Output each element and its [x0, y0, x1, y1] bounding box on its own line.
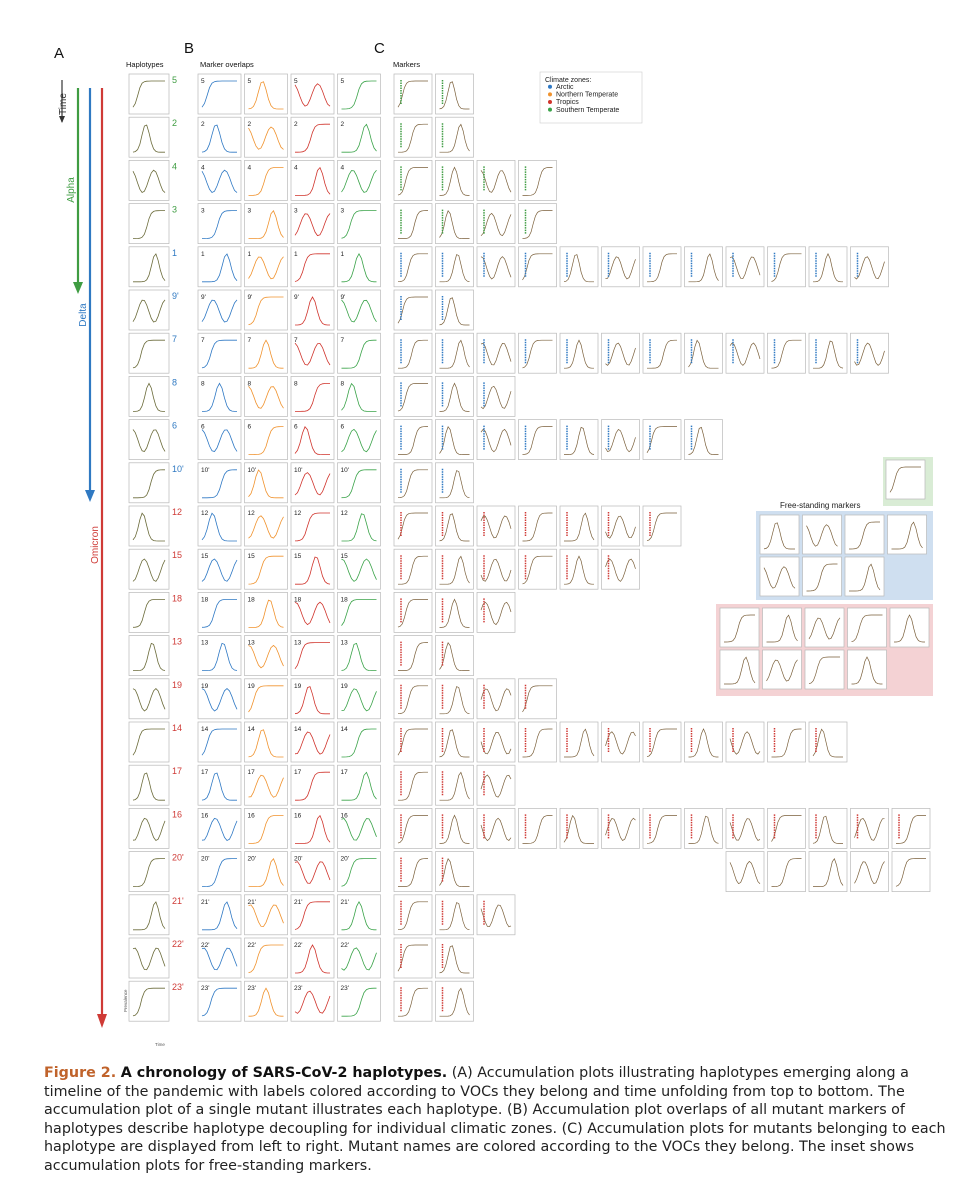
overlap-label-7-1: 8	[247, 380, 252, 388]
marker-plot-15-9	[768, 722, 806, 762]
overlap-label-12-1: 18	[247, 596, 255, 604]
marker-plot-4-4	[560, 247, 598, 287]
legend-marker-2	[548, 100, 552, 104]
haplotype-plot-12	[129, 592, 169, 632]
marker-plot-6-1	[436, 333, 474, 373]
caption-title: A chronology of SARS-CoV-2 haplotypes.	[120, 1065, 448, 1081]
haplotype-label-11: 15	[172, 550, 183, 561]
haplotypes-header: Haplotypes	[126, 60, 164, 69]
marker-plot-15-3	[519, 722, 557, 762]
marker-plot-13-1	[436, 636, 474, 676]
overlap-label-3-3: 3	[340, 207, 345, 215]
overlap-label-1-0: 2	[201, 121, 205, 129]
haplotype-label-20: 22'	[172, 939, 184, 949]
free-plot-4-3	[848, 650, 887, 689]
marker-plot-6-2	[477, 333, 515, 373]
legend-marker-0	[548, 85, 552, 89]
marker-plot-10-0	[394, 506, 432, 546]
overlap-label-16-1: 17	[247, 769, 255, 777]
haplotype-plot-13	[129, 636, 169, 676]
marker-plot-2-3	[519, 160, 557, 200]
marker-plot-20-1	[436, 938, 474, 978]
haplotype-plot-10	[129, 506, 169, 546]
marker-plot-4-5	[602, 247, 640, 287]
marker-plot-14-0	[394, 679, 432, 719]
legend-title: Climate zones:	[545, 77, 592, 84]
haplotype-plot-11	[129, 549, 169, 589]
overlap-label-2-2: 4	[294, 164, 298, 172]
haplotype-plot-18	[129, 852, 169, 892]
overlap-label-5-1: 9'	[247, 294, 253, 301]
overlap-label-18-1: 20'	[247, 855, 256, 863]
overlap-label-4-0: 1	[201, 250, 205, 258]
overlap-label-2-3: 4	[340, 164, 345, 172]
timeline	[58, 80, 107, 1028]
overlap-label-0-3: 5	[340, 78, 345, 85]
marker-plot-8-3	[519, 420, 557, 460]
overlap-label-14-2: 19	[294, 682, 302, 690]
overlap-label-4-3: 1	[340, 250, 345, 258]
overlap-label-12-3: 18	[340, 596, 348, 604]
caption-label: Figure 2.	[44, 1065, 117, 1081]
haplotype-plot-9	[129, 463, 169, 503]
overlap-label-3-2: 3	[294, 207, 298, 215]
marker-plot-9-1	[436, 463, 474, 503]
overlap-label-4-2: 1	[294, 250, 298, 258]
marker-plot-3-0	[394, 204, 432, 244]
haplotype-plot-1	[129, 117, 169, 157]
marker-plot-6-0	[394, 333, 432, 373]
overlap-label-15-3: 14	[340, 726, 348, 733]
haplotype-label-4: 1	[172, 247, 178, 258]
marker-plot-21-0	[394, 981, 432, 1021]
marker-plot-0-0	[394, 74, 432, 114]
overlap-label-1-2: 2	[294, 121, 298, 129]
free-plot-4-1	[763, 650, 802, 689]
overlap-label-0-0: 5	[201, 78, 205, 85]
overlap-label-13-3: 13	[340, 639, 348, 647]
overlap-label-14-1: 19	[247, 682, 255, 690]
marker-plot-15-2	[477, 722, 515, 762]
marker-plot-8-0	[394, 420, 432, 460]
marker-plot-14-3	[519, 679, 557, 719]
legend-label-2: Tropics	[556, 99, 579, 107]
marker-plot-18-0	[394, 852, 432, 892]
free-standing-title: Free-standing markers	[780, 501, 861, 510]
marker-plot-2-2	[477, 160, 515, 200]
overlap-label-19-3: 21'	[340, 898, 349, 906]
marker-plot-17-3	[519, 808, 557, 848]
marker-plot-6-7	[685, 333, 723, 373]
marker-plot-12-2	[477, 592, 515, 632]
marker-plot-6-6	[643, 333, 681, 373]
haplotype-plot-4	[129, 247, 169, 287]
haplotype-label-17: 16	[172, 809, 183, 820]
time-arrow-head	[59, 116, 65, 123]
marker-plot-6-4	[560, 333, 598, 373]
marker-plot-8-1	[436, 420, 474, 460]
panel-a-label: A	[54, 45, 65, 62]
marker-plot-16-2	[477, 765, 515, 805]
overlap-label-10-2: 12	[294, 510, 302, 517]
free-plot-1-1	[803, 515, 842, 554]
overlap-label-13-1: 13	[247, 639, 255, 647]
overlap-label-17-3: 16	[340, 812, 348, 820]
marker-plot-3-1	[436, 204, 474, 244]
haplotype-label-8: 6	[172, 420, 178, 431]
marker-plot-17-4	[560, 808, 598, 848]
haplotype-label-13: 13	[172, 636, 183, 647]
haplotype-label-14: 19	[172, 679, 183, 690]
overlap-label-17-1: 16	[247, 812, 255, 820]
legend-label-3: Southern Temperate	[556, 106, 620, 114]
x-axis-label: Time	[155, 1042, 165, 1047]
marker-plot-6-10	[809, 333, 847, 373]
marker-plot-2-1	[436, 160, 474, 200]
marker-plot-10-3	[519, 506, 557, 546]
overlap-label-6-2: 7	[294, 337, 298, 345]
free-plot-3-0	[720, 608, 759, 647]
overlap-label-9-2: 10'	[294, 466, 303, 474]
haplotype-plot-16	[129, 765, 169, 805]
overlap-label-0-1: 5	[247, 78, 252, 85]
haplotype-plot-14	[129, 679, 169, 719]
marker-overlaps-header: Marker overlaps	[200, 60, 254, 69]
haplotype-plot-15	[129, 722, 169, 762]
overlap-label-18-3: 20'	[340, 855, 349, 863]
free-plot-1-2	[845, 515, 884, 554]
overlap-label-20-3: 22'	[340, 942, 349, 949]
haplotype-label-19: 21'	[172, 895, 184, 906]
overlap-label-18-2: 20'	[294, 855, 303, 863]
haplotype-label-18: 20'	[172, 852, 184, 863]
overlap-label-15-1: 14	[247, 726, 255, 733]
overlap-label-8-3: 6	[340, 423, 345, 431]
free-plot-3-4	[890, 608, 929, 647]
extra-plot-2	[809, 852, 847, 892]
marker-plot-18-1	[436, 852, 474, 892]
overlap-label-17-2: 16	[294, 812, 302, 820]
marker-plot-17-11	[851, 808, 889, 848]
marker-plot-21-1	[436, 981, 474, 1021]
free-plot-3-1	[763, 608, 802, 647]
marker-plot-17-5	[602, 808, 640, 848]
overlap-label-20-0: 22'	[201, 942, 210, 949]
marker-plot-17-12	[892, 808, 930, 848]
overlap-label-2-0: 4	[201, 164, 205, 172]
marker-plot-19-0	[394, 895, 432, 935]
markers-header: Markers	[393, 60, 421, 69]
overlap-label-19-0: 21'	[201, 898, 210, 906]
marker-plot-12-1	[436, 592, 474, 632]
free-plot-3-2	[805, 608, 844, 647]
overlap-label-16-3: 17	[340, 769, 348, 777]
overlap-label-7-3: 8	[340, 380, 345, 388]
marker-plot-8-4	[560, 420, 598, 460]
extra-plot-1	[768, 852, 806, 892]
alpha-arrow-head	[73, 282, 83, 294]
delta-label: Delta	[78, 303, 89, 327]
overlap-label-5-3: 9'	[340, 294, 346, 301]
marker-plot-10-2	[477, 506, 515, 546]
free-plot-0-0	[886, 460, 925, 499]
overlap-label-3-1: 3	[247, 207, 252, 215]
marker-plot-16-1	[436, 765, 474, 805]
marker-plot-10-1	[436, 506, 474, 546]
marker-plot-17-10	[809, 808, 847, 848]
marker-plot-13-0	[394, 636, 432, 676]
haplotype-plot-3	[129, 204, 169, 244]
overlap-label-8-2: 6	[294, 423, 298, 431]
free-plot-2-2	[845, 557, 884, 596]
marker-plot-19-1	[436, 895, 474, 935]
marker-plot-8-6	[643, 420, 681, 460]
extra-plot-0	[726, 852, 764, 892]
overlap-label-9-3: 10'	[340, 466, 349, 474]
haplotype-plot-0	[129, 74, 169, 114]
legend-marker-3	[548, 108, 552, 112]
time-label: Time	[58, 93, 69, 115]
legend-label-0: Arctic	[556, 84, 574, 91]
haplotype-label-2: 4	[172, 161, 178, 172]
marker-plot-3-2	[477, 204, 515, 244]
overlap-label-4-1: 1	[247, 250, 252, 258]
marker-plot-11-5	[602, 549, 640, 589]
marker-plot-15-0	[394, 722, 432, 762]
free-plot-2-0	[760, 557, 799, 596]
extra-plot-3	[851, 852, 889, 892]
marker-plot-15-7	[685, 722, 723, 762]
marker-plot-10-5	[602, 506, 640, 546]
marker-plot-17-6	[643, 808, 681, 848]
climate-legend	[540, 72, 642, 123]
figure-caption	[44, 1064, 949, 1176]
y-axis-label: Prevalence	[123, 989, 128, 1012]
legend-label-1: Northern Temperate	[556, 91, 619, 99]
marker-plot-15-1	[436, 722, 474, 762]
haplotype-label-15: 14	[172, 723, 183, 733]
overlap-label-11-2: 15	[294, 553, 302, 561]
marker-plot-4-2	[477, 247, 515, 287]
marker-plot-4-3	[519, 247, 557, 287]
marker-plot-1-1	[436, 117, 474, 157]
overlap-label-15-0: 14	[201, 726, 209, 733]
marker-plot-4-0	[394, 247, 432, 287]
caption-body: (A) Accumulation plots illustrating haplotypes emerging along a timeline of the pandemic with labels colored according to VOCs they belong and time unfolding from top to bottom. The accumulation plot of a single mutant illustrates each haplotype. (B) Accumulation plot overlaps of all mutant markers of haplotypes describe haplotype decoupling for individual climatic zones. (C) Accumulation plots for mutants belonging to each haplotype are displayed from left to right. Mutant names are colored according to the VOCs they belong. The inset shows accumulation plots for free-standing markers.	[44, 1065, 946, 1174]
overlap-label-10-1: 12	[247, 510, 255, 517]
haplotype-label-3: 3	[172, 204, 178, 215]
haplotype-label-12: 18	[172, 593, 183, 604]
overlap-label-11-0: 15	[201, 553, 209, 561]
haplotype-plot-20	[129, 938, 169, 978]
marker-plot-20-0	[394, 938, 432, 978]
overlap-label-18-0: 20'	[201, 855, 210, 863]
overlap-label-14-0: 19	[201, 682, 209, 690]
marker-plot-14-2	[477, 679, 515, 719]
marker-plot-8-5	[602, 420, 640, 460]
haplotype-label-10: 12	[172, 507, 183, 517]
overlap-label-1-3: 2	[340, 121, 345, 129]
overlap-label-21-3: 23'	[340, 985, 349, 993]
marker-plot-17-9	[768, 808, 806, 848]
marker-plot-11-0	[394, 549, 432, 589]
marker-plot-3-3	[519, 204, 557, 244]
marker-plot-17-7	[685, 808, 723, 848]
haplotype-label-16: 17	[172, 766, 183, 777]
marker-plot-14-1	[436, 679, 474, 719]
free-plot-2-1	[803, 557, 842, 596]
haplotype-label-6: 7	[172, 334, 178, 345]
marker-plot-6-9	[768, 333, 806, 373]
overlap-label-5-0: 9'	[201, 294, 206, 301]
overlap-label-19-2: 21'	[294, 898, 303, 906]
overlap-label-7-0: 8	[201, 380, 205, 388]
marker-plot-11-4	[560, 549, 598, 589]
overlap-label-8-1: 6	[247, 423, 252, 431]
omicron-label: Omicron	[90, 526, 101, 564]
marker-plot-17-1	[436, 808, 474, 848]
marker-plot-15-4	[560, 722, 598, 762]
marker-plot-16-0	[394, 765, 432, 805]
overlap-label-0-2: 5	[294, 78, 298, 85]
overlap-label-13-0: 13	[201, 639, 209, 647]
haplotype-plot-5	[129, 290, 169, 330]
marker-plot-0-1	[436, 74, 474, 114]
delta-arrow-head	[85, 490, 95, 502]
omicron-arrow-head	[97, 1014, 107, 1028]
marker-plot-17-2	[477, 808, 515, 848]
overlap-label-14-3: 19	[340, 682, 348, 690]
marker-plot-9-0	[394, 463, 432, 503]
plot-grid	[129, 74, 930, 1021]
overlap-label-3-0: 3	[201, 207, 205, 215]
overlap-label-21-0: 23'	[201, 985, 210, 993]
overlap-label-20-2: 22'	[294, 942, 303, 949]
overlap-label-5-2: 9'	[294, 294, 299, 301]
overlap-label-6-0: 7	[201, 337, 205, 345]
haplotype-plot-19	[129, 895, 169, 935]
marker-plot-6-11	[851, 333, 889, 373]
marker-plot-15-10	[809, 722, 847, 762]
haplotype-label-7: 8	[172, 377, 178, 388]
free-plot-4-0	[720, 650, 759, 689]
overlap-label-12-2: 18	[294, 596, 302, 604]
alpha-label: Alpha	[66, 177, 77, 203]
marker-plot-4-6	[643, 247, 681, 287]
marker-plot-4-10	[809, 247, 847, 287]
marker-plot-11-1	[436, 549, 474, 589]
marker-plot-5-1	[436, 290, 474, 330]
marker-plot-8-7	[685, 420, 723, 460]
overlap-label-13-2: 13	[294, 639, 302, 647]
overlap-label-10-0: 12	[201, 510, 209, 517]
haplotype-label-0: 5	[172, 75, 178, 85]
overlap-label-7-2: 8	[294, 380, 298, 388]
overlap-label-11-3: 15	[340, 553, 348, 561]
overlap-label-8-0: 6	[201, 423, 205, 431]
haplotype-plot-8	[129, 420, 169, 460]
haplotype-plot-2	[129, 160, 169, 200]
overlap-label-17-0: 16	[201, 812, 209, 820]
overlap-label-21-2: 23'	[294, 985, 303, 993]
marker-plot-15-8	[726, 722, 764, 762]
overlap-label-16-2: 17	[294, 769, 302, 777]
marker-plot-15-5	[602, 722, 640, 762]
overlap-label-21-1: 23'	[247, 985, 256, 993]
haplotype-label-1: 2	[172, 118, 178, 129]
overlap-label-20-1: 22'	[247, 942, 256, 949]
overlap-label-6-3: 7	[340, 337, 345, 345]
overlap-label-19-1: 21'	[247, 898, 256, 906]
panel-b-label: B	[184, 40, 195, 57]
haplotype-plot-17	[129, 808, 169, 848]
legend-marker-1	[548, 92, 552, 96]
haplotype-label-5: 9'	[172, 291, 179, 301]
panel-c-label: C	[374, 40, 385, 57]
overlap-label-10-3: 12	[340, 510, 348, 517]
overlap-label-16-0: 17	[201, 769, 209, 777]
haplotype-label-21: 23'	[172, 982, 184, 993]
overlap-label-1-1: 2	[247, 121, 252, 129]
overlap-label-12-0: 18	[201, 596, 209, 604]
marker-plot-4-8	[726, 247, 764, 287]
overlap-label-6-1: 7	[247, 337, 252, 345]
overlap-label-2-1: 4	[247, 164, 252, 172]
overlap-label-9-0: 10'	[201, 466, 210, 474]
overlap-label-15-2: 14	[294, 726, 302, 733]
marker-plot-5-0	[394, 290, 432, 330]
marker-plot-7-1	[436, 376, 474, 416]
marker-plot-4-7	[685, 247, 723, 287]
overlap-label-11-1: 15	[247, 553, 255, 561]
marker-plot-4-1	[436, 247, 474, 287]
overlap-label-9-1: 10'	[247, 466, 256, 474]
haplotype-plot-7	[129, 376, 169, 416]
marker-plot-10-4	[560, 506, 598, 546]
free-plot-1-3	[888, 515, 927, 554]
marker-plot-11-2	[477, 549, 515, 589]
marker-plot-1-0	[394, 117, 432, 157]
haplotype-label-9: 10'	[172, 463, 184, 474]
